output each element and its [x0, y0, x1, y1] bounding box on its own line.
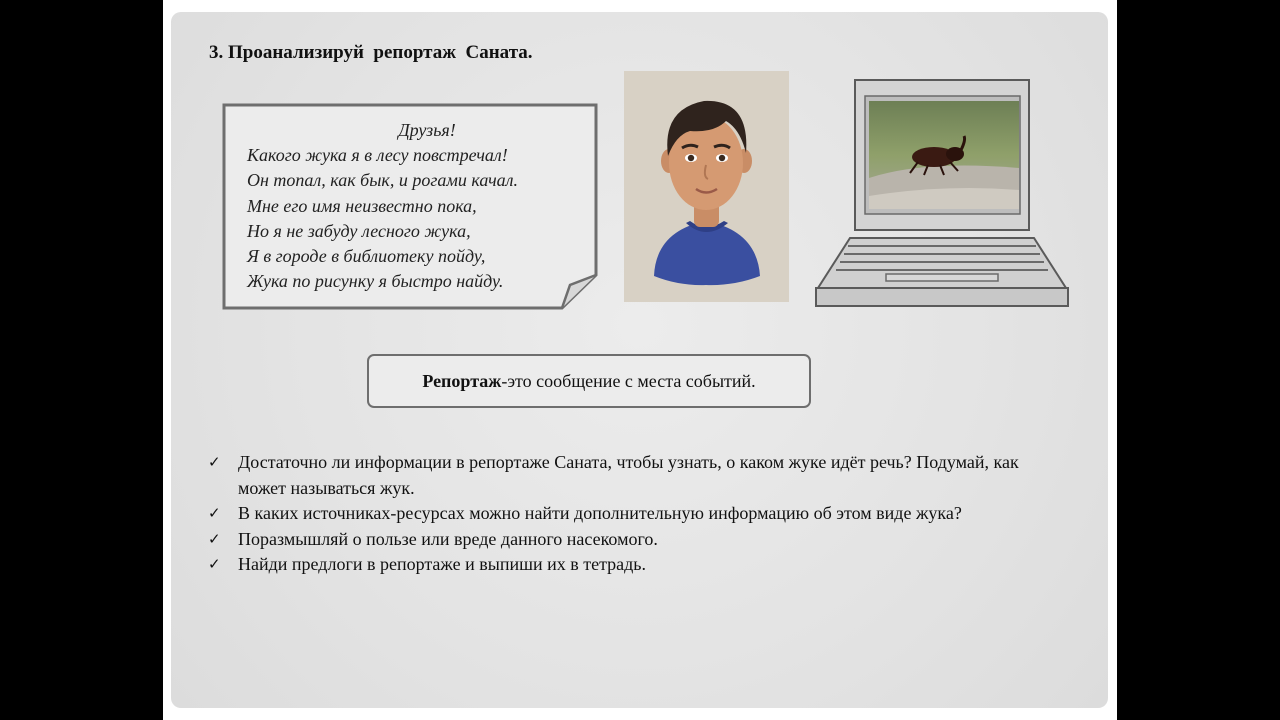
- poem-line: Какого жука я в лесу повстречал!: [247, 145, 508, 166]
- poem-line: Он топал, как бык, и рогами качал.: [247, 170, 519, 191]
- check-icon: ✓: [208, 555, 221, 573]
- list-item: [208, 450, 1048, 501]
- poem-line: Жука по рисунку я быстро найду.: [247, 271, 504, 292]
- laptop-illustration: [814, 78, 1070, 310]
- poem-heading: Друзья!: [398, 120, 456, 140]
- question-text: В каких источниках-ресурсах можно найти дополнительную информацию об этом виде жука?: [238, 503, 962, 523]
- question-text: Найди предлоги в репортаже и выпиши их в тетрадь.: [238, 554, 647, 574]
- question-text: Поразмышляй о пользе или вреде данного насекомого.: [238, 528, 658, 549]
- question-text: Достаточно ли информации в репортаже Саната, чтобы узнать, о каком жуке идёт речь? Подумай, как может называться жук.: [238, 452, 1019, 498]
- poem-line: Но я не забуду лесного жука,: [247, 220, 471, 241]
- boy-portrait: [624, 71, 789, 302]
- definition-text: -это сообщение с места событий.: [501, 370, 756, 391]
- poem: [247, 118, 587, 294]
- list-item: [208, 501, 1048, 527]
- check-icon: ✓: [208, 504, 221, 522]
- definition-term: Репортаж: [422, 370, 502, 391]
- list-item: [208, 527, 1048, 553]
- list-item: [208, 552, 1048, 578]
- poem-line: Мне его имя неизвестно пока,: [247, 195, 477, 216]
- questions-list: [208, 450, 1048, 578]
- poem-line: Я в городе в библиотеку пойду,: [247, 246, 486, 267]
- check-icon: ✓: [208, 529, 221, 548]
- task-title: 3. Проанализируй репортаж Саната.: [209, 42, 533, 63]
- definition-box: [367, 354, 811, 408]
- check-icon: ✓: [208, 453, 221, 471]
